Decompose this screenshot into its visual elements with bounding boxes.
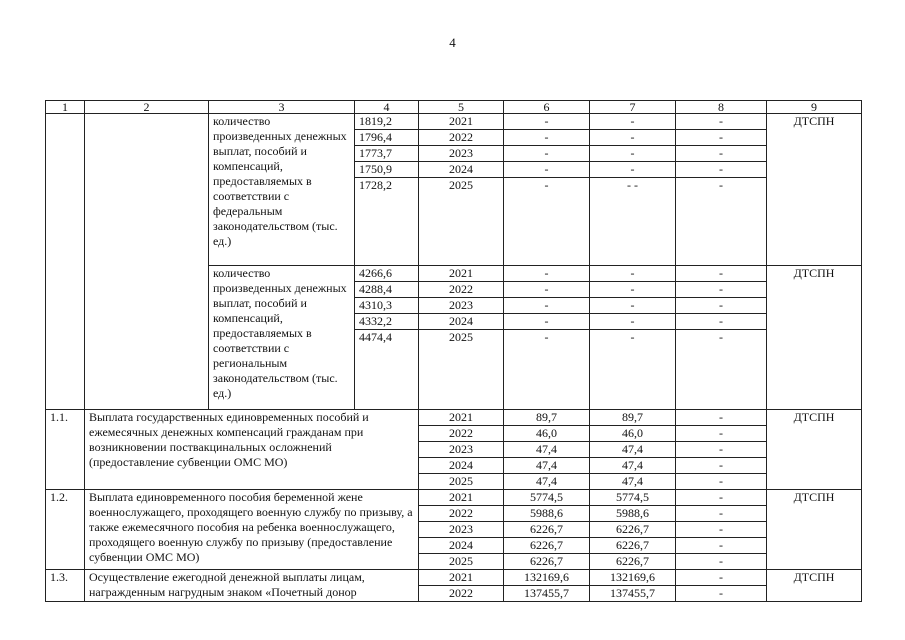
col8-cell: - — [676, 162, 767, 178]
header-cell: 7 — [590, 101, 676, 114]
year-cell: 2021 — [419, 570, 504, 586]
year-cell: 2025 — [419, 474, 504, 490]
text-cell-empty — [85, 114, 209, 410]
col7-cell: 6226,7 — [590, 522, 676, 538]
col6-cell: - — [504, 162, 590, 178]
executor-cell: ДТСПН — [767, 114, 862, 266]
col6-cell: - — [504, 146, 590, 162]
executor-cell: ДТСПН — [767, 410, 862, 490]
col7-cell: - — [590, 162, 676, 178]
year-cell: 2022 — [419, 426, 504, 442]
year-cell: 2025 — [419, 178, 504, 266]
indicator-value: 4266,6 — [355, 266, 419, 282]
col8-cell: - — [676, 178, 767, 266]
col6-cell: 6226,7 — [504, 522, 590, 538]
table-row — [46, 490, 862, 506]
col6-cell: 47,4 — [504, 442, 590, 458]
col8-cell: - — [676, 314, 767, 330]
col6-cell: - — [504, 266, 590, 282]
col8-cell: - — [676, 570, 767, 586]
indicator-value: 1750,9 — [355, 162, 419, 178]
col7-cell: - — [590, 130, 676, 146]
indicator-value: 1796,4 — [355, 130, 419, 146]
col6-cell: - — [504, 282, 590, 298]
col8-cell: - — [676, 522, 767, 538]
col6-cell: 6226,7 — [504, 538, 590, 554]
col7-cell: - — [590, 330, 676, 410]
col6-cell: 46,0 — [504, 426, 590, 442]
header-cell: 9 — [767, 101, 862, 114]
col8-cell: - — [676, 130, 767, 146]
col6-cell: - — [504, 114, 590, 130]
indicator-value: 1773,7 — [355, 146, 419, 162]
col8-cell: - — [676, 474, 767, 490]
page-number: 4 — [449, 35, 456, 50]
col7-cell: 89,7 — [590, 410, 676, 426]
col7-cell: - — [590, 266, 676, 282]
indicator-value: 1819,2 — [355, 114, 419, 130]
col6-cell: 132169,6 — [504, 570, 590, 586]
col7-cell: - — [590, 298, 676, 314]
executor-cell: ДТСПН — [767, 570, 862, 602]
table-row — [46, 410, 862, 426]
year-cell: 2022 — [419, 282, 504, 298]
col7-cell: 6226,7 — [590, 538, 676, 554]
item-text: Выплата единовременного пособия беременной жене военнослужащего, проходящего военную службу по призыву, а также ежемесячного пособия на ребенка военнослужащего, проходящего военную службу по призыву (предоставление субвенции ОМС МО) — [85, 490, 419, 570]
col6-cell: - — [504, 330, 590, 410]
col8-cell: - — [676, 146, 767, 162]
col8-cell: - — [676, 410, 767, 426]
header-cell: 6 — [504, 101, 590, 114]
table-row — [46, 114, 862, 130]
col7-cell: 5988,6 — [590, 506, 676, 522]
indicator-value: 4332,2 — [355, 314, 419, 330]
col6-cell: 137455,7 — [504, 586, 590, 602]
col8-cell: - — [676, 330, 767, 410]
col8-cell: - — [676, 442, 767, 458]
col7-cell: - — [590, 146, 676, 162]
col6-cell: 89,7 — [504, 410, 590, 426]
table-row — [46, 570, 862, 586]
col8-cell: - — [676, 298, 767, 314]
col8-cell: - — [676, 266, 767, 282]
indicator-label: количество произведенных денежных выплат, пособий и компенсаций, предоставляемых в соответствии с федеральным законодательством (тыс. ед.) — [209, 114, 355, 266]
header-cell: 2 — [85, 101, 209, 114]
year-cell: 2024 — [419, 162, 504, 178]
col7-cell: 47,4 — [590, 442, 676, 458]
col6-cell: 47,4 — [504, 458, 590, 474]
item-text: Осуществление ежегодной денежной выплаты лицам, награжденным нагрудным знаком «Почетный донор — [85, 570, 419, 602]
item-code: 1.3. — [46, 570, 85, 602]
col8-cell: - — [676, 506, 767, 522]
col7-cell: 47,4 — [590, 458, 676, 474]
year-cell: 2023 — [419, 522, 504, 538]
executor-cell: ДТСПН — [767, 490, 862, 570]
header-cell: 3 — [209, 101, 355, 114]
col6-cell: 5774,5 — [504, 490, 590, 506]
header-cell: 5 — [419, 101, 504, 114]
year-cell: 2023 — [419, 298, 504, 314]
indicator-value: 4474,4 — [355, 330, 419, 410]
item-code: 1.1. — [46, 410, 85, 490]
col7-cell: 6226,7 — [590, 554, 676, 570]
year-cell: 2021 — [419, 410, 504, 426]
year-cell: 2021 — [419, 114, 504, 130]
year-cell: 2021 — [419, 490, 504, 506]
col7-cell: 5774,5 — [590, 490, 676, 506]
item-code: 1.2. — [46, 490, 85, 570]
year-cell: 2023 — [419, 442, 504, 458]
col7-cell: - - — [590, 178, 676, 266]
col7-cell: 132169,6 — [590, 570, 676, 586]
executor-cell: ДТСПН — [767, 266, 862, 410]
col8-cell: - — [676, 490, 767, 506]
indicator-value: 1728,2 — [355, 178, 419, 266]
header-cell: 4 — [355, 101, 419, 114]
year-cell: 2023 — [419, 146, 504, 162]
header-cell: 8 — [676, 101, 767, 114]
col6-cell: - — [504, 130, 590, 146]
header-row — [46, 101, 862, 114]
indicator-value: 4310,3 — [355, 298, 419, 314]
col8-cell: - — [676, 554, 767, 570]
year-cell: 2024 — [419, 314, 504, 330]
col8-cell: - — [676, 426, 767, 442]
indicator-label: количество произведенных денежных выплат, пособий и компенсаций, предоставляемых в соответствии с региональным законодательством (тыс. ед.) — [209, 266, 355, 410]
col8-cell: - — [676, 458, 767, 474]
year-cell: 2024 — [419, 458, 504, 474]
col6-cell: - — [504, 178, 590, 266]
col7-cell: 46,0 — [590, 426, 676, 442]
col6-cell: 5988,6 — [504, 506, 590, 522]
year-cell: 2022 — [419, 130, 504, 146]
year-cell: 2025 — [419, 330, 504, 410]
year-cell: 2025 — [419, 554, 504, 570]
col8-cell: - — [676, 114, 767, 130]
col6-cell: - — [504, 314, 590, 330]
item-text: Выплата государственных единовременных пособий и ежемесячных денежных компенсаций гражданам при возникновении поствакцинальных осложнений (предоставление субвенции ОМС МО) — [85, 410, 419, 490]
col7-cell: 47,4 — [590, 474, 676, 490]
col8-cell: - — [676, 586, 767, 602]
year-cell: 2022 — [419, 506, 504, 522]
col6-cell: 6226,7 — [504, 554, 590, 570]
code-cell-empty — [46, 114, 85, 410]
col8-cell: - — [676, 538, 767, 554]
col7-cell: - — [590, 282, 676, 298]
col7-cell: 137455,7 — [590, 586, 676, 602]
col7-cell: - — [590, 114, 676, 130]
col7-cell: - — [590, 314, 676, 330]
year-cell: 2024 — [419, 538, 504, 554]
program-table — [45, 100, 862, 602]
year-cell: 2022 — [419, 586, 504, 602]
col6-cell: - — [504, 298, 590, 314]
col8-cell: - — [676, 282, 767, 298]
col6-cell: 47,4 — [504, 474, 590, 490]
indicator-value: 4288,4 — [355, 282, 419, 298]
header-cell: 1 — [46, 101, 85, 114]
year-cell: 2021 — [419, 266, 504, 282]
